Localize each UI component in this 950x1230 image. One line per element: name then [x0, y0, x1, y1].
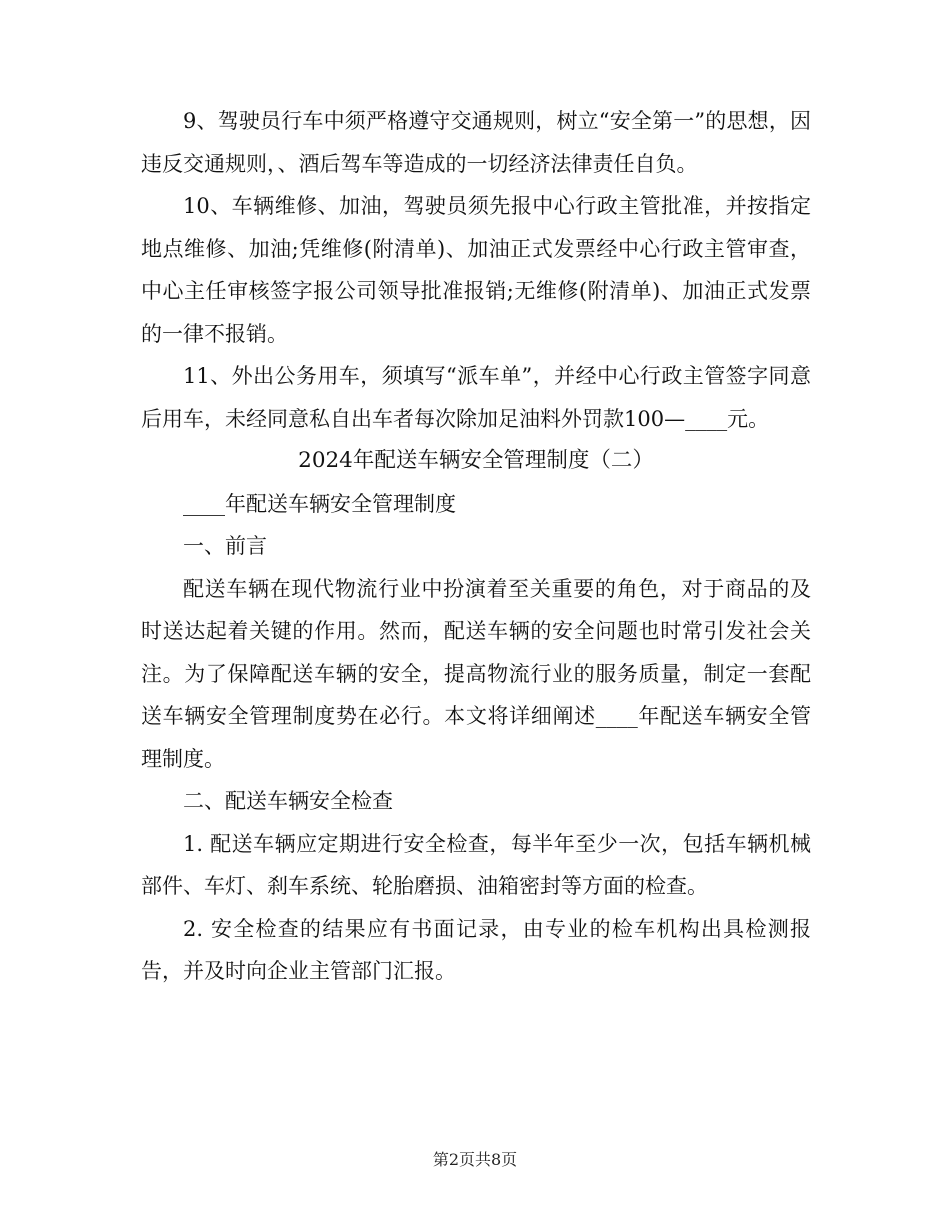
- paragraph-inspection-2: 2. 安全检查的结果应有书面记录，由专业的检车机构出具检测报告，并及时向企业主管部门汇报。: [141, 916, 811, 983]
- document-body: [141, 100, 811, 993]
- paragraph-subtitle: ____年配送车辆安全管理制度: [183, 491, 456, 516]
- paragraph-rule-11: 11、外出公务用车，须填写“派车单”，并经中心行政主管签字同意后用车，未经同意私自出车者每次除加足油料外罚款100—____元。: [141, 364, 811, 431]
- section-heading: 2024年配送车辆安全管理制度（二）: [298, 448, 654, 473]
- paragraph-inspection-1: 1. 配送车辆应定期进行安全检查，每半年至少一次，包括车辆机械部件、车灯、刹车系统、轮胎磨损、油箱密封等方面的检查。: [141, 831, 811, 898]
- paragraph-rule-10: 10、车辆维修、加油，驾驶员须先报中心行政主管批准，并按指定地点维修、加油;凭维修(附清单)、加油正式发票经中心行政主管审查，中心主任审核签字报公司领导批准报销;无维修(附清单)、加油正式发票的一律不报销。: [141, 194, 811, 346]
- page-number-footer: 第2页共8页: [432, 1150, 518, 1169]
- paragraph-section-preface: 一、前言: [183, 534, 267, 558]
- paragraph-section-inspection: 二、配送车辆安全检查: [183, 789, 393, 813]
- paragraph-preface-body: 配送车辆在现代物流行业中扮演着至关重要的角色，对于商品的及时送达起着关键的作用。然而，配送车辆的安全问题也时常引发社会关注。为了保障配送车辆的安全，提高物流行业的服务质量，制定一套配送车辆安全管理制度势在必行。本文将详细阐述____年配送车辆安全管理制度。: [141, 576, 811, 771]
- paragraph-rule-9: 9、驾驶员行车中须严格遵守交通规则，树立“安全第一”的思想，因违反交通规则，、酒后驾车等造成的一切经济法律责任自负。: [141, 109, 811, 176]
